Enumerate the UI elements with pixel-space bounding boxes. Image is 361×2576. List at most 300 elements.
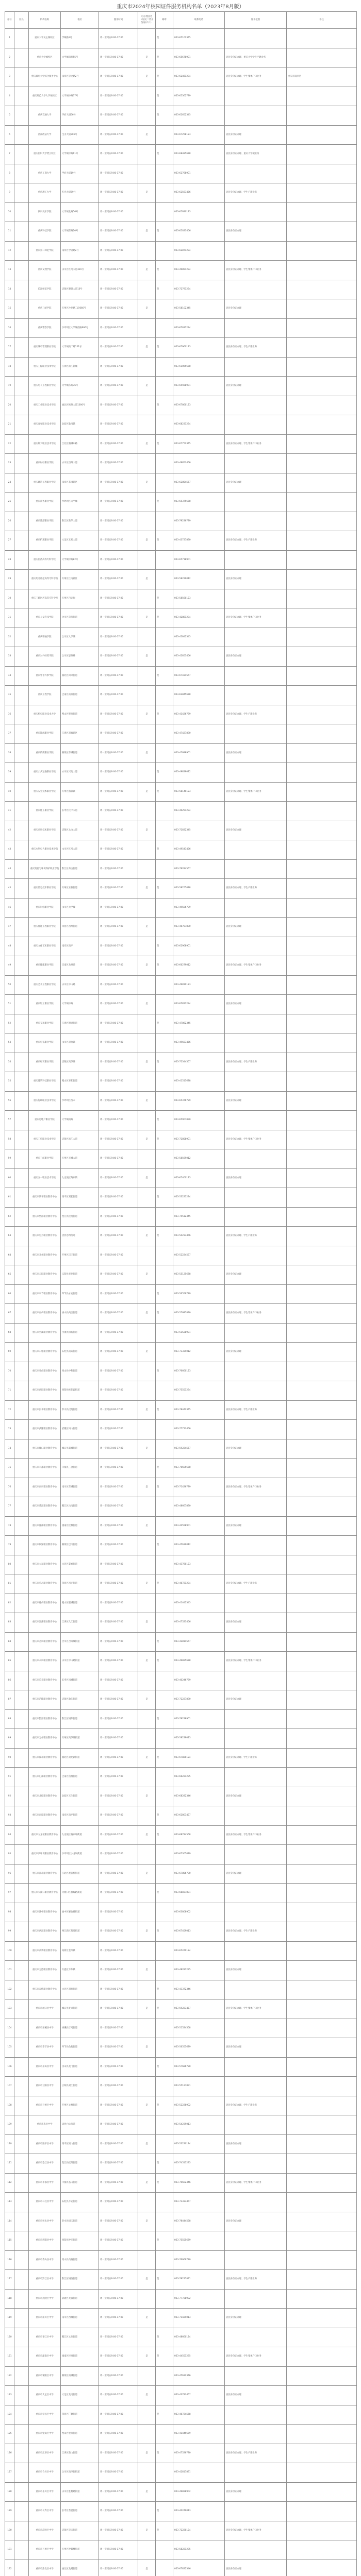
table-row — [5, 1961, 357, 1980]
cell-scope — [225, 1671, 287, 1690]
cell-hours: 周一至周五9:00-17:00 — [99, 396, 138, 415]
cell-hours: 周一至周五9:00-17:00 — [99, 879, 138, 899]
cell-scope: 居民身份证办理、学生集体户口业务 — [225, 2521, 287, 2540]
cell-address: 涪陵区太白大道 — [61, 821, 99, 840]
cell-hours: 周一至周五9:00-17:00 — [99, 666, 138, 686]
cell-unit: 重庆市忠县中学 — [29, 2115, 61, 2135]
cell-district — [14, 2270, 29, 2290]
table-row — [5, 1188, 357, 1208]
cell-level: 是 — [138, 1227, 156, 1246]
cell-note — [287, 299, 357, 319]
cell-hours: 周一至周五9:00-17:00 — [99, 2212, 138, 2231]
cell-unit: 重庆市石柱县中学 — [29, 2193, 61, 2212]
cell-phone: 023-65920123 — [173, 202, 225, 222]
cell-scope — [225, 2289, 287, 2309]
cell-district — [14, 125, 29, 145]
cell-district — [14, 1961, 29, 1980]
table-row — [5, 743, 357, 763]
cell-address: 城口县复兴街道 — [61, 1999, 99, 2019]
cell-phone: 023-79227891 — [173, 2270, 225, 2290]
cell-district — [14, 1806, 29, 1826]
cell-hours: 周一至周五9:00-17:00 — [99, 1729, 138, 1749]
cell-num: 120 — [5, 2328, 14, 2347]
cell-district — [14, 2444, 29, 2463]
table-row — [5, 1246, 357, 1265]
cell-num: 44 — [5, 859, 14, 879]
header-district: 区县 — [14, 12, 29, 29]
cell-district — [14, 2077, 29, 2096]
cell-address: 万州区五桥街道 — [61, 879, 99, 899]
cell-district — [14, 1574, 29, 1594]
cell-address: 沙坪坝区西永 — [61, 1091, 99, 1111]
cell-phone: 023-65023456 — [173, 222, 225, 242]
cell-num: 12 — [5, 241, 14, 261]
cell-note — [287, 686, 357, 705]
cell-hours: 周一至周五9:00-17:00 — [99, 628, 138, 647]
table-row — [5, 1574, 357, 1594]
cell-phone: 023-68485678 — [173, 145, 225, 164]
cell-address: 渝北区双龙湖街道 — [61, 1748, 99, 1768]
cell-phone: 023-61065678 — [173, 357, 225, 377]
cell-note — [287, 318, 357, 338]
cell-scope — [225, 280, 287, 299]
cell-scope — [225, 1555, 287, 1574]
cell-note — [287, 1111, 357, 1130]
cell-num: 112 — [5, 2173, 14, 2193]
cell-unit: 重庆市合川职业教育中心 — [29, 1632, 61, 1652]
cell-mail: 是 — [156, 1536, 173, 1555]
cell-note — [287, 1536, 357, 1555]
cell-address: 忠县忠州街道 — [61, 1227, 99, 1246]
cell-num: 101 — [5, 1961, 14, 1980]
cell-hours: 周一至周五9:00-17:00 — [99, 763, 138, 783]
cell-unit: 重庆护理职业学院 — [29, 531, 61, 551]
cell-scope: 居民身份证办理、学生户籍业务 — [225, 2270, 287, 2290]
cell-address: 黔江区新华大道 — [61, 512, 99, 531]
cell-mail — [156, 2560, 173, 2576]
cell-mail — [156, 415, 173, 435]
cell-note — [287, 125, 357, 145]
cell-hours: 周一至周五9:00-17:00 — [99, 1709, 138, 1729]
cell-district — [14, 183, 29, 203]
cell-note — [287, 2347, 357, 2367]
cell-mail: 是 — [156, 1459, 173, 1478]
cell-unit: 重庆工贸职业技术学院 — [29, 1130, 61, 1149]
table-row — [5, 1632, 357, 1652]
cell-scope — [225, 937, 287, 956]
table-row — [5, 1149, 357, 1169]
cell-level — [138, 1768, 156, 1787]
cell-phone: 023-68282346 — [173, 1787, 225, 1806]
cell-scope: 居民身份证办理 — [225, 1343, 287, 1362]
cell-level — [138, 357, 156, 377]
cell-address: 巫溪县柏杨街道 — [61, 1323, 99, 1343]
cell-phone: 023-52228902 — [173, 2096, 225, 2115]
table-row — [5, 2134, 357, 2154]
cell-mail — [156, 975, 173, 995]
cell-level — [138, 724, 156, 744]
cell-district — [14, 802, 29, 821]
cell-mail: 是 — [156, 1227, 173, 1246]
cell-num: 113 — [5, 2193, 14, 2212]
cell-address: 铜梁区巴川街道 — [61, 1536, 99, 1555]
cell-num: 123 — [5, 2386, 14, 2405]
cell-scope — [225, 2250, 287, 2270]
cell-unit: 重庆健康职业学院 — [29, 956, 61, 976]
cell-scope — [225, 1149, 287, 1169]
cell-mail — [156, 1516, 173, 1536]
cell-district — [14, 956, 29, 976]
cell-phone: 023-56556789 — [173, 1284, 225, 1304]
table-row — [5, 2347, 357, 2367]
cell-num: 59 — [5, 1149, 14, 1169]
cell-level — [138, 2154, 156, 2174]
cell-note — [287, 995, 357, 1014]
cell-address: 江津区鼎山街道 — [61, 2444, 99, 2463]
cell-address: 合川区草街街道 — [61, 608, 99, 628]
cell-address: 长寿区化中大道 — [61, 802, 99, 821]
cell-unit: 重庆市酉阳县中学 — [29, 2231, 61, 2251]
cell-level — [138, 1980, 156, 1999]
table-row — [5, 87, 357, 106]
cell-address: 万州区沙龙路二段666号 — [61, 299, 99, 319]
cell-note — [287, 2386, 357, 2405]
cell-mail: 是 — [156, 1806, 173, 1826]
cell-phone: 023-72832345 — [173, 821, 225, 840]
cell-note — [287, 956, 357, 976]
cell-hours: 周一至周五9:00-17:00 — [99, 2231, 138, 2251]
cell-note — [287, 1690, 357, 1710]
header-num: 序号 — [5, 12, 14, 29]
cell-district — [14, 1400, 29, 1420]
cell-hours: 周一至周五9:00-17:00 — [99, 2115, 138, 2135]
cell-num: 15 — [5, 299, 14, 319]
cell-level — [138, 2077, 156, 2096]
cell-address: 武隆区凤山街道 — [61, 1420, 99, 1439]
cell-num: 86 — [5, 1671, 14, 1690]
cell-unit: 重庆市长寿职业教育中心 — [29, 1671, 61, 1690]
table-row — [5, 859, 357, 879]
table-row — [5, 318, 357, 338]
cell-district — [14, 628, 29, 647]
cell-num: 6 — [5, 125, 14, 145]
cell-mail: 是 — [156, 956, 173, 976]
cell-phone: 023-72220124 — [173, 2521, 225, 2540]
header-address: 地址 — [61, 12, 99, 29]
cell-address: 江津区几江街道 — [61, 1613, 99, 1633]
cell-unit: 重庆市酉阳职业教育中心 — [29, 1381, 61, 1401]
cell-unit: 长江师范学院 — [29, 280, 61, 299]
cell-scope: 居民身份证办理、学生集体户口业务 — [225, 608, 287, 628]
cell-mail — [156, 2193, 173, 2212]
cell-scope — [225, 898, 287, 918]
cell-hours: 周一至周五9:00-17:00 — [99, 106, 138, 126]
cell-scope: 居民身份证办理、学生集体户口业务 — [225, 782, 287, 802]
cell-address: 秀山县乌杨街道 — [61, 2250, 99, 2270]
cell-address: 垫江县桂溪街道 — [61, 1207, 99, 1227]
cell-level — [138, 241, 156, 261]
cell-unit: 重庆市铜梁区中学 — [29, 2366, 61, 2386]
cell-address: 梁平区双桂街道 — [61, 1188, 99, 1208]
cell-district — [14, 493, 29, 512]
table-row — [5, 2115, 357, 2135]
cell-mail — [156, 2077, 173, 2096]
cell-num: 115 — [5, 2231, 14, 2251]
cell-scope: 居民身份证办理、学生集体户口业务 — [225, 1304, 287, 1324]
cell-level: 是 — [138, 67, 156, 87]
cell-unit: 重庆市大足区中学 — [29, 2386, 61, 2405]
cell-scope — [225, 1188, 287, 1208]
cell-hours: 周一至周五9:00-17:00 — [99, 29, 138, 48]
cell-phone: 023-79284567 — [173, 859, 225, 879]
cell-hours: 周一至周五9:00-17:00 — [99, 975, 138, 995]
cell-address: 綦江区古南街道 — [61, 1497, 99, 1517]
cell-district — [14, 821, 29, 840]
cell-note — [287, 512, 357, 531]
cell-note — [287, 1555, 357, 1574]
cell-scope: 居民身份证办理 — [225, 125, 287, 145]
cell-address: 沙坪坝区小龙坎街道 — [61, 1845, 99, 1865]
cell-address: 永川区中山路街道 — [61, 1652, 99, 1671]
cell-level: 是 — [138, 1516, 156, 1536]
cell-mail — [156, 473, 173, 493]
cell-hours: 周一至周五9:00-17:00 — [99, 1864, 138, 1884]
cell-phone: 023-45632346 — [173, 2366, 225, 2386]
cell-num: 17 — [5, 338, 14, 358]
table-row — [5, 125, 357, 145]
cell-mail — [156, 2366, 173, 2386]
cell-unit: 重庆市潼南职业教育中心 — [29, 1516, 61, 1536]
cell-hours: 周一至周五9:00-17:00 — [99, 1845, 138, 1865]
cell-address: 学府大道66号 — [61, 106, 99, 126]
table-row — [5, 589, 357, 608]
cell-unit: 重庆市万盛职业教育中心 — [29, 1961, 61, 1980]
cell-district — [14, 1884, 29, 1903]
cell-mail: 是 — [156, 1922, 173, 1942]
table-row — [5, 377, 357, 396]
cell-level — [138, 1845, 156, 1865]
cell-phone: 023-45698901 — [173, 743, 225, 763]
cell-address: 江津区滨江新城 — [61, 357, 99, 377]
cell-num: 49 — [5, 956, 14, 976]
cell-district — [14, 164, 29, 183]
cell-num: 102 — [5, 1980, 14, 1999]
cell-unit: 重庆航天职业技术学院 — [29, 434, 61, 454]
cell-scope: 居民身份证办理、学生户籍业务 — [225, 1400, 287, 1420]
cell-phone: 023-54239013 — [173, 2115, 225, 2135]
cell-num: 22 — [5, 434, 14, 454]
cell-num: 3 — [5, 67, 14, 87]
cell-note — [287, 357, 357, 377]
cell-phone: 023-57687890 — [173, 1304, 225, 1324]
cell-hours: 周一至周五9:00-17:00 — [99, 802, 138, 821]
cell-note — [287, 1459, 357, 1478]
table-row — [5, 434, 357, 454]
cell-unit: 重庆市永川职业教育中心 — [29, 1652, 61, 1671]
cell-phone: 023-59223457 — [173, 1999, 225, 2019]
cell-num: 9 — [5, 183, 14, 203]
cell-level: 是 — [138, 1652, 156, 1671]
cell-district — [14, 1111, 29, 1130]
cell-unit: 重庆三峡职业学院 — [29, 1149, 61, 1169]
table-row — [5, 1864, 357, 1884]
cell-unit: 重庆市南岸职业教育中心 — [29, 1806, 61, 1826]
table-row — [5, 1903, 357, 1922]
cell-unit: 重庆科创职业学院 — [29, 898, 61, 918]
cell-note — [287, 1613, 357, 1633]
cell-phone: 023-40251234 — [173, 802, 225, 821]
cell-mail: 是 — [156, 396, 173, 415]
cell-district — [14, 859, 29, 879]
table-row — [5, 1207, 357, 1227]
cell-num: 57 — [5, 1111, 14, 1130]
cell-mail: 是 — [156, 1188, 173, 1208]
cell-note — [287, 2038, 357, 2058]
cell-unit: 重庆市万州区中学 — [29, 2540, 61, 2560]
cell-unit: 重庆市石柱职业教育中心 — [29, 1343, 61, 1362]
cell-level: 是 — [138, 125, 156, 145]
cell-scope — [225, 357, 287, 377]
cell-note — [287, 1188, 357, 1208]
cell-hours: 周一至周五9:00-17:00 — [99, 1323, 138, 1343]
cell-hours: 周一至周五9:00-17:00 — [99, 473, 138, 493]
cell-mail: 是 — [156, 145, 173, 164]
cell-district — [14, 975, 29, 995]
cell-level: 是 — [138, 1864, 156, 1884]
cell-scope — [225, 2405, 287, 2425]
table-row — [5, 2212, 357, 2231]
table-row — [5, 2482, 357, 2502]
cell-district — [14, 2482, 29, 2502]
cell-level: 是 — [138, 1130, 156, 1149]
cell-level — [138, 1362, 156, 1381]
cell-level: 是 — [138, 434, 156, 454]
cell-district — [14, 1999, 29, 2019]
cell-phone: 023-47862345 — [173, 1014, 225, 1033]
cell-address: 江北区观音桥街道 — [61, 1864, 99, 1884]
cell-note — [287, 2096, 357, 2115]
table-row — [5, 2328, 357, 2347]
cell-unit: 重庆市大渡口职业教育中心 — [29, 1884, 61, 1903]
cell-scope — [225, 2019, 287, 2038]
cell-unit: 重庆第二师范学院 — [29, 241, 61, 261]
cell-level: 是 — [138, 1091, 156, 1111]
cell-phone: 023-58229013 — [173, 1729, 225, 1749]
cell-note — [287, 2540, 357, 2560]
cell-district — [14, 2328, 29, 2347]
cell-num: 68 — [5, 1323, 14, 1343]
cell-scope — [225, 1459, 287, 1478]
cell-scope — [225, 666, 287, 686]
cell-hours: 周一至周五9:00-17:00 — [99, 1497, 138, 1517]
cell-district — [14, 2134, 29, 2154]
institution-table-container — [5, 11, 356, 2576]
cell-phone: 023-65718901 — [173, 550, 225, 570]
cell-level: 是 — [138, 261, 156, 280]
cell-num: 50 — [5, 975, 14, 995]
cell-district — [14, 1439, 29, 1459]
cell-note — [287, 1729, 357, 1749]
cell-phone: 023-77723456 — [173, 1420, 225, 1439]
table-row — [5, 1555, 357, 1574]
cell-phone: 023-59224567 — [173, 1439, 225, 1459]
cell-address: 沙坪坝区大学城 — [61, 493, 99, 512]
cell-unit: 重庆市永川区中学 — [29, 2482, 61, 2502]
cell-num: 121 — [5, 2347, 14, 2367]
cell-district — [14, 1091, 29, 1111]
cell-hours: 周一至周五9:00-17:00 — [99, 2463, 138, 2483]
cell-level: 是 — [138, 48, 156, 67]
cell-address: 大学城中路82号 — [61, 550, 99, 570]
cell-note — [287, 1903, 357, 1922]
cell-address: 北碚区歇马镇 — [61, 415, 99, 435]
cell-scope: 居民身份证办理 — [225, 570, 287, 589]
cell-level: 是 — [138, 299, 156, 319]
cell-note — [287, 1284, 357, 1304]
cell-mail — [156, 1265, 173, 1285]
cell-mail — [156, 2134, 173, 2154]
cell-note — [287, 2057, 357, 2077]
cell-address: 长寿区菩提街道 — [61, 2502, 99, 2521]
cell-unit: 重庆艺术工程职业学院 — [29, 975, 61, 995]
cell-level — [138, 2250, 156, 2270]
cell-hours: 周一至周五9:00-17:00 — [99, 2289, 138, 2309]
cell-unit: 重庆市北碚职业教育中心 — [29, 1787, 61, 1806]
cell-mail — [156, 686, 173, 705]
cell-num: 52 — [5, 1014, 14, 1033]
cell-scope — [225, 2502, 287, 2521]
cell-district — [14, 2231, 29, 2251]
cell-note — [287, 2115, 357, 2135]
cell-phone: 023-49853456 — [173, 454, 225, 473]
cell-scope — [225, 2425, 287, 2444]
cell-mail: 是 — [156, 1999, 173, 2019]
cell-level: 是 — [138, 338, 156, 358]
cell-district — [14, 666, 29, 686]
cell-note — [287, 377, 357, 396]
cell-num: 85 — [5, 1652, 14, 1671]
cell-unit: 重庆资源与环境保护职业学院 — [29, 859, 61, 879]
table-body — [5, 29, 357, 2576]
cell-unit: 重庆市武隆区中学 — [29, 2289, 61, 2309]
cell-phone: 023-67459013 — [173, 1922, 225, 1942]
cell-address: 铜梁区南城街道 — [61, 2366, 99, 2386]
table-row — [5, 145, 357, 164]
cell-num: 58 — [5, 1130, 14, 1149]
cell-address: 永川区胜利路街道 — [61, 2482, 99, 2502]
cell-hours: 周一至周五9:00-17:00 — [99, 48, 138, 67]
cell-hours: 周一至周五9:00-17:00 — [99, 898, 138, 918]
cell-note — [287, 802, 357, 821]
cell-scope — [225, 1381, 287, 1401]
cell-address: 奉节县永安街道 — [61, 1284, 99, 1304]
cell-note — [287, 2019, 357, 2038]
cell-scope: 居民身份证办理 — [225, 2560, 287, 2576]
cell-level — [138, 493, 156, 512]
cell-num: 18 — [5, 357, 14, 377]
cell-mail — [156, 743, 173, 763]
cell-district — [14, 1748, 29, 1768]
cell-district — [14, 357, 29, 377]
cell-mail — [156, 628, 173, 647]
cell-num: 35 — [5, 686, 14, 705]
cell-unit: 重庆市开州职业教育中心 — [29, 1246, 61, 1265]
cell-unit: 重庆理工大学 — [29, 183, 61, 203]
cell-num: 27 — [5, 531, 14, 551]
cell-note — [287, 145, 357, 164]
cell-hours: 周一至周五9:00-17:00 — [99, 1961, 138, 1980]
cell-district — [14, 377, 29, 396]
